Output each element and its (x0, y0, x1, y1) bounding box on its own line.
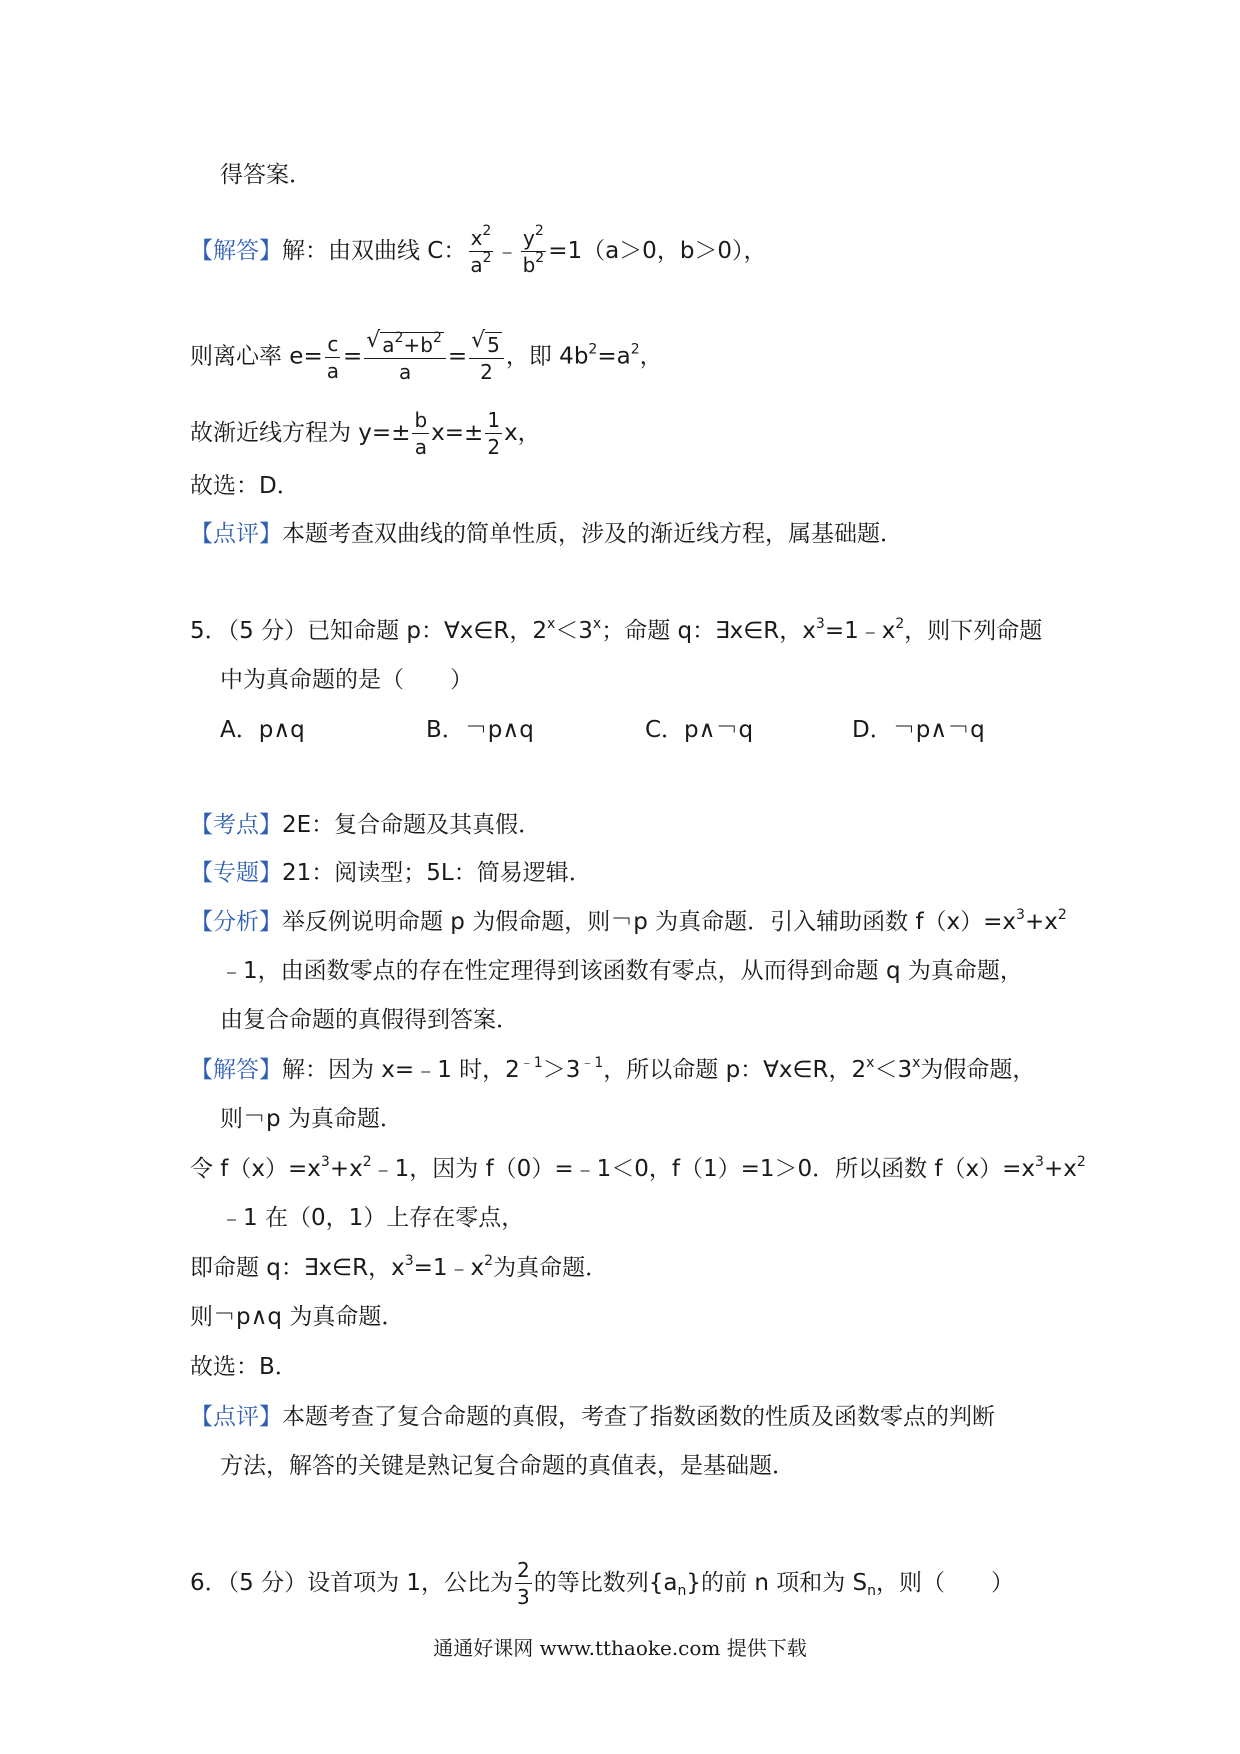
q5-analysis-line-3: 由复合命题的真假得到答案． (220, 1007, 519, 1033)
q5-review-line-1: 【点评】本题考查了复合命题的真假，考查了指数函数的性质及函数零点的判断 (190, 1404, 995, 1430)
fraction-c-a: $\frac{c}{a}$ (326, 331, 339, 383)
prev-solution-line-2: 则离心率 e= $\frac{c}{a}$ = √ $a^2+b^2$ a = √ 5 2 ，即 $4b^2=a^2$， (190, 328, 663, 384)
q5-options (0, 715, 1240, 745)
q5-solution-line-4: ﹣1 在（0，1）上存在零点， (220, 1205, 525, 1231)
fraction-b-a: $\frac{b}{a}$ (414, 408, 428, 459)
fraction-x2-a2: $\frac{x^2}{a^2}$ (470, 223, 492, 277)
q5-topic: 【专题】21：阅读型；5L：简易逻辑． (190, 860, 592, 886)
q5-stem-line-1: 5．（5 分）已知命题 p：∀x∈R，$2^x<3^x$；命题 q：∃x∈R，$x^3=1﹣x^2$，则下列命题 (190, 616, 1043, 644)
q6-stem: 6．（5 分）设首项为 1，公比为 $\frac{2}{3}$ 的等比数列$\{a_n\}$的前 n 项和为 $S_n$，则（ ） (190, 1558, 1014, 1609)
q5-option-c[interactable]: C．p∧￢q (645, 717, 754, 743)
q5-review-line-2: 方法，解答的关键是熟记复合命题的真值表，是基础题． (220, 1453, 795, 1479)
fraction-1-2: $\frac{1}{2}$ (487, 408, 501, 459)
fraction-y2-b2: $\frac{y^2}{b^2}$ (522, 223, 545, 277)
prev-answer: 故选：D． (190, 473, 300, 499)
prev-review: 【点评】本题考查双曲线的简单性质，涉及的渐近线方程，属基础题． (190, 521, 903, 547)
review-tag: 【点评】 (190, 521, 282, 547)
q5-solution-line-6: 则￢p∧q 为真命题． (190, 1304, 405, 1330)
q5-knowledge-point: 【考点】2E：复合命题及其真假． (190, 812, 542, 838)
q5-solution-line-2: 则￢p 为真命题． (220, 1106, 403, 1132)
fraction-sqrt5-2: √ 5 2 (469, 332, 504, 382)
fraction-2-3: $\frac{2}{3}$ (517, 1558, 530, 1609)
prev-continuation: 得答案． (220, 162, 312, 188)
q5-solution-line-1: 【解答】解：因为 x=﹣1 时，$2^{﹣1}>3^{﹣1}$，所以命题 p：∀x∈R，$2^x<3^x$为假命题， (190, 1055, 1036, 1083)
q5-option-a[interactable]: A．p∧q (220, 717, 305, 743)
prev-solution-line-3: 故渐近线方程为 y=± $\frac{b}{a}$ x=± $\frac{1}{2}$ x， (190, 408, 541, 459)
q5-solution-line-5: 即命题 q：∃x∈R，$x^3=1﹣x^2$为真命题． (190, 1253, 609, 1281)
fraction-sqrt: √ $a^2+b^2$ a (364, 332, 446, 382)
q5-answer: 故选：B． (190, 1354, 298, 1380)
solution-tag: 【解答】 (190, 238, 282, 264)
q5-analysis-line-1: 【分析】举反例说明命题 p 为假命题，则￢p 为真命题．引入辅助函数 $f(x)=x^3+x^2$ (190, 907, 1067, 935)
q5-option-b[interactable]: B．￢p∧q (426, 717, 534, 743)
q5-option-d[interactable]: D．￢p∧￢q (852, 717, 985, 743)
page-footer: 通通好课网 www.tthaoke.com 提供下载 (433, 1636, 807, 1660)
q5-solution-line-3: 令 $f(x)=x^3+x^2﹣1$，因为 f（0）=﹣1＜0，f（1）=1＞0．所以函数 $f(x)=x^3+x^2$ (190, 1154, 1086, 1182)
q5-stem-line-2: 中为真命题的是（ ） (220, 667, 473, 693)
prev-solution-line-1: 【解答】解：由双曲线 C： $\frac{x^2}{a^2}$ ﹣ $\frac{y^2}{b^2}$ =1（a＞0，b＞0）， (190, 223, 767, 277)
q5-analysis-line-2: ﹣1，由函数零点的存在性定理得到该函数有零点，从而得到命题 q 为真命题， (220, 958, 1023, 984)
